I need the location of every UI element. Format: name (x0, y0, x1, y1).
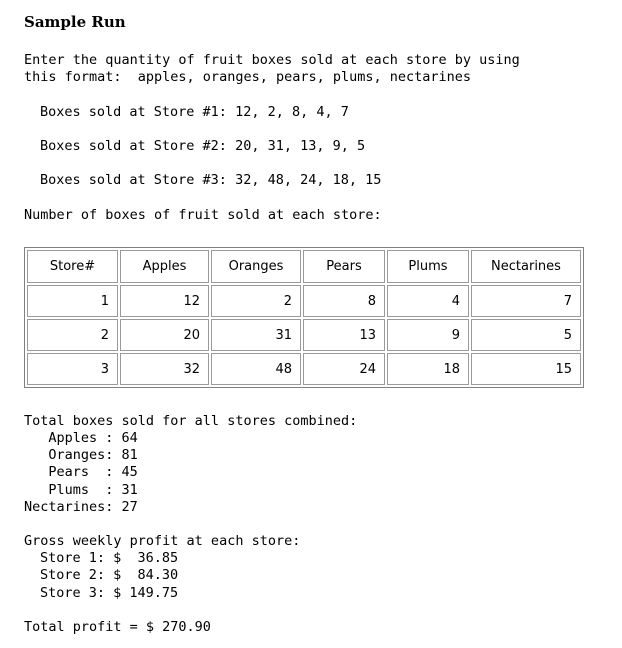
input-line-store-2: Boxes sold at Store #2: 20, 31, 13, 9, 5 (40, 138, 366, 154)
total-profit: Total profit = $ 270.90 (24, 619, 211, 635)
header-apples: Apples (120, 250, 209, 283)
cell-oranges: 2 (211, 285, 301, 317)
table-row (27, 353, 581, 385)
cell-store: 2 (27, 319, 118, 351)
total-plums: Plums : 31 (24, 482, 138, 498)
prompt-line-1: Enter the quantity of fruit boxes sold at each store by using (24, 52, 520, 68)
cell-pears: 8 (303, 285, 385, 317)
cell-nectarines: 5 (471, 319, 581, 351)
table-caption: Number of boxes of fruit sold at each store: (24, 207, 382, 223)
cell-apples: 12 (120, 285, 209, 317)
cell-oranges: 48 (211, 353, 301, 385)
profit-title: Gross weekly profit at each store: (24, 533, 301, 549)
boxes-sold-table (24, 247, 584, 388)
header-oranges: Oranges (211, 250, 301, 283)
profit-store-2: Store 2: $ 84.30 (40, 567, 179, 583)
total-oranges: Oranges: 81 (24, 447, 138, 463)
cell-plums: 9 (387, 319, 469, 351)
total-pears: Pears : 45 (24, 464, 138, 480)
cell-store: 3 (27, 353, 118, 385)
totals-title: Total boxes sold for all stores combined: (24, 413, 358, 429)
cell-store: 1 (27, 285, 118, 317)
header-nectarines: Nectarines (471, 250, 581, 283)
cell-oranges: 31 (211, 319, 301, 351)
cell-plums: 4 (387, 285, 469, 317)
cell-apples: 20 (120, 319, 209, 351)
total-apples: Apples : 64 (24, 430, 138, 446)
header-pears: Pears (303, 250, 385, 283)
header-plums: Plums (387, 250, 469, 283)
input-line-store-3: Boxes sold at Store #3: 32, 48, 24, 18, 15 (40, 172, 382, 188)
profit-store-1: Store 1: $ 36.85 (40, 550, 179, 566)
cell-apples: 32 (120, 353, 209, 385)
cell-nectarines: 7 (471, 285, 581, 317)
input-line-store-1: Boxes sold at Store #1: 12, 2, 8, 4, 7 (40, 104, 349, 120)
table-row (27, 285, 581, 317)
cell-pears: 13 (303, 319, 385, 351)
cell-nectarines: 15 (471, 353, 581, 385)
table-header-row (27, 250, 581, 283)
table-row (27, 319, 581, 351)
profit-store-3: Store 3: $ 149.75 (40, 585, 179, 601)
header-store: Store# (27, 250, 118, 283)
page-heading: Sample Run (24, 13, 126, 31)
cell-plums: 18 (387, 353, 469, 385)
cell-pears: 24 (303, 353, 385, 385)
prompt-line-2: this format: apples, oranges, pears, plums, nectarines (24, 69, 472, 85)
total-nectarines: Nectarines: 27 (24, 499, 138, 515)
